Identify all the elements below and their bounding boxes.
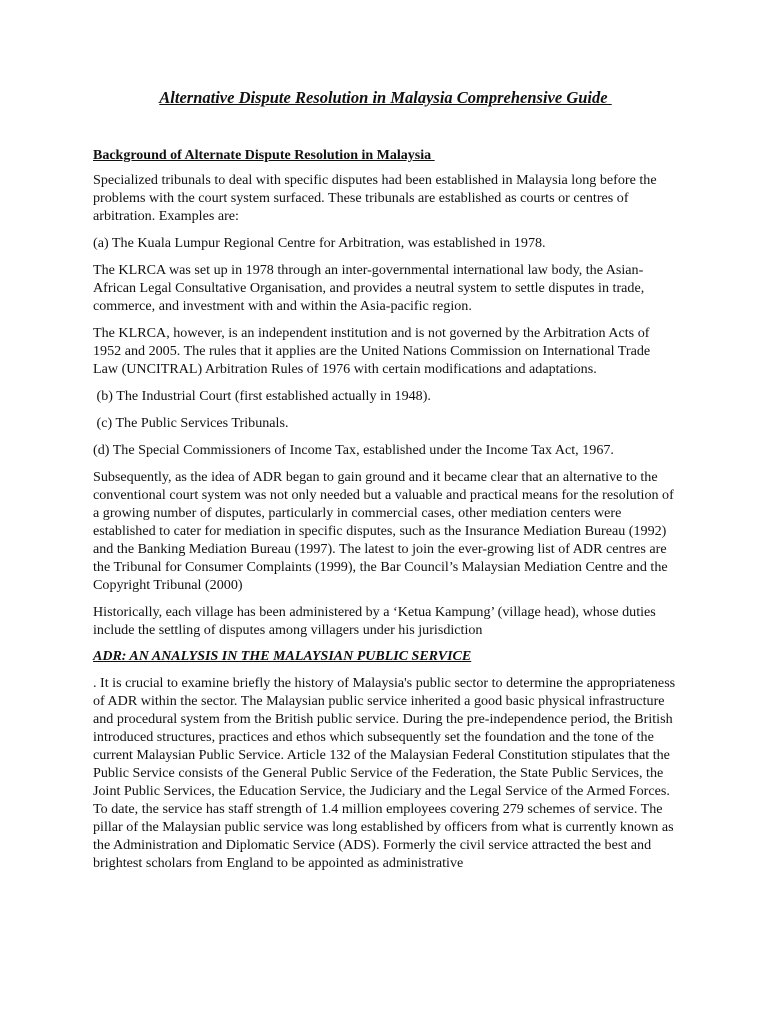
paragraph: (a) The Kuala Lumpur Regional Centre for Arbitration, was established in 1978. (93, 235, 546, 251)
paragraph: Subsequently, as the idea of ADR began to gain ground and it became clear that an alternative to the conventional court system was not only needed but a valuable and practical means for the resolution of a growing number of disputes, particularly in commercial cases, other mediation centers were established to cater for mediation in specific disputes, such as the Insurance Mediation Bureau (1992) and the Banking Mediation Bureau (1997). The latest to join the ever-growing list of ADR centres are the Tribunal for Consumer Complaints (1999), the Bar Council’s Malaysian Mediation Centre and the Copyright Tribunal (2000) (93, 469, 678, 593)
paragraph: (c) The Public Services Tribunals. (93, 415, 289, 431)
document-title: Alternative Dispute Resolution in Malaysia Comprehensive Guide (159, 88, 612, 107)
section-heading-adr-analysis: ADR: AN ANALYSIS IN THE MALAYSIAN PUBLIC SERVICE (93, 649, 472, 664)
paragraph: The KLRCA was set up in 1978 through an inter-governmental international law body, the Asian-African Legal Consultative Organisation, and provides a neutral system to settle disputes in trade, commerce, and investment with and within the Asia-pacific region. (93, 262, 648, 314)
paragraph: Historically, each village has been administered by a ‘Ketua Kampung’ (village head), whose duties include the settling of disputes among villagers under his jurisdiction (93, 604, 660, 638)
paragraph: (b) The Industrial Court (first established actually in 1948). (93, 388, 431, 404)
document-page (93, 86, 678, 881)
paragraph: Specialized tribunals to deal with specific disputes had been established in Malaysia long before the problems with the court system surfaced. These tribunals are established as courts or centres of arbitration. Examples are: (93, 172, 661, 224)
section-heading-background: Background of Alternate Dispute Resolution in Malaysia (93, 148, 435, 163)
paragraph: . It is crucial to examine briefly the history of Malaysia's public sector to determine the appropriateness of ADR within the sector. The Malaysian public service inherited a good basic physical infrastructure and procedural system from the British public service. During the pre-independence period, the British introduced structures, practices and ethos which subsequently set the foundation and the tone of the current Malaysian Public Service. Article 132 of the Malaysian Federal Constitution stipulates that the Public Service consists of the General Public Service of the Federation, the State Public Services, the Joint Public Services, the Education Service, the Judiciary and the Legal Service of the Armed Forces. To date, the service has staff strength of 1.4 million employees covering 279 schemes of service. The pillar of the Malaysian public service was long established by officers from what is currently known as the Administration and Diplomatic Service (ADS). Formerly the civil service attracted the best and brightest scholars from England to be appointed as administrative (93, 675, 679, 871)
paragraph: The KLRCA, however, is an independent institution and is not governed by the Arbitration Acts of 1952 and 2005. The rules that it applies are the United Nations Commission on International Trade Law (UNCITRAL) Arbitration Rules of 1976 with certain modifications and adaptations. (93, 325, 654, 377)
paragraph: (d) The Special Commissioners of Income Tax, established under the Income Tax Act, 1967. (93, 442, 614, 458)
